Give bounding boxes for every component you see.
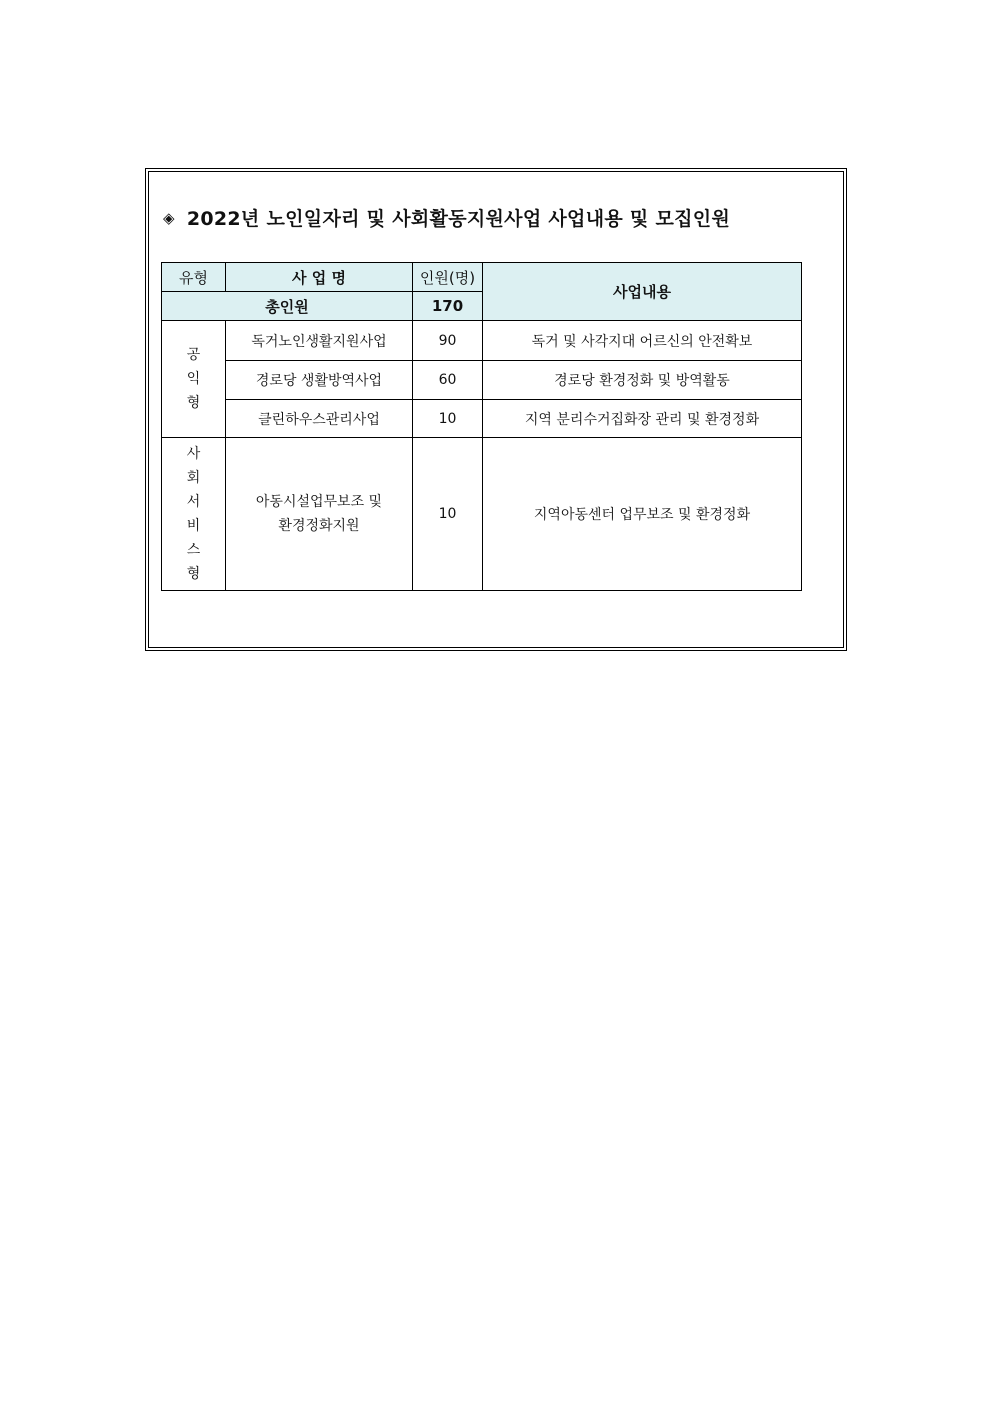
program-name: 경로당 생활방역사업 <box>226 361 413 400</box>
program-count: 60 <box>413 361 483 400</box>
table-row <box>162 438 802 591</box>
table-row <box>162 321 802 361</box>
type-char: 스 <box>186 542 201 558</box>
program-count: 10 <box>413 438 483 591</box>
header-content: 사업내용 <box>483 263 802 321</box>
program-content: 독거 및 사각지대 어르신의 안전확보 <box>483 321 802 361</box>
type-char: 공 <box>186 347 201 363</box>
title-text: 2022년 노인일자리 및 사회활동지원사업 사업내용 및 모집인원 <box>186 208 731 230</box>
type-cell-public <box>162 321 226 438</box>
program-name: 독거노인생활지원사업 <box>226 321 413 361</box>
program-name: 클린하우스관리사업 <box>226 400 413 438</box>
table-header-row <box>162 263 802 292</box>
type-char: 익 <box>186 371 201 387</box>
diamond-bullet-icon: ◈ <box>163 209 175 227</box>
program-table <box>161 262 802 591</box>
table-row <box>162 400 802 438</box>
document-frame-inner <box>148 171 844 648</box>
type-char: 비 <box>186 518 201 534</box>
program-content: 경로당 환경정화 및 방역활동 <box>483 361 802 400</box>
header-name: 사 업 명 <box>226 263 413 292</box>
program-name-line: 환경정화지원 <box>278 518 360 534</box>
header-type: 유형 <box>162 263 226 292</box>
table-row <box>162 361 802 400</box>
type-char: 회 <box>186 470 201 486</box>
program-count: 10 <box>413 400 483 438</box>
program-content: 지역 분리수거집화장 관리 및 환경정화 <box>483 400 802 438</box>
type-char: 형 <box>186 395 201 411</box>
header-count: 인원(명) <box>413 263 483 292</box>
program-count: 90 <box>413 321 483 361</box>
program-name-line: 아동시설업무보조 및 <box>255 494 383 510</box>
total-count: 170 <box>413 292 483 321</box>
type-char: 서 <box>186 494 201 510</box>
type-char: 형 <box>186 566 201 582</box>
program-name <box>226 438 413 591</box>
type-cell-social-service <box>162 438 226 591</box>
document-frame <box>145 168 847 651</box>
program-content: 지역아동센터 업무보조 및 환경정화 <box>483 438 802 591</box>
total-label: 총인원 <box>162 292 413 321</box>
type-char: 사 <box>186 446 201 462</box>
document-title <box>163 204 730 231</box>
